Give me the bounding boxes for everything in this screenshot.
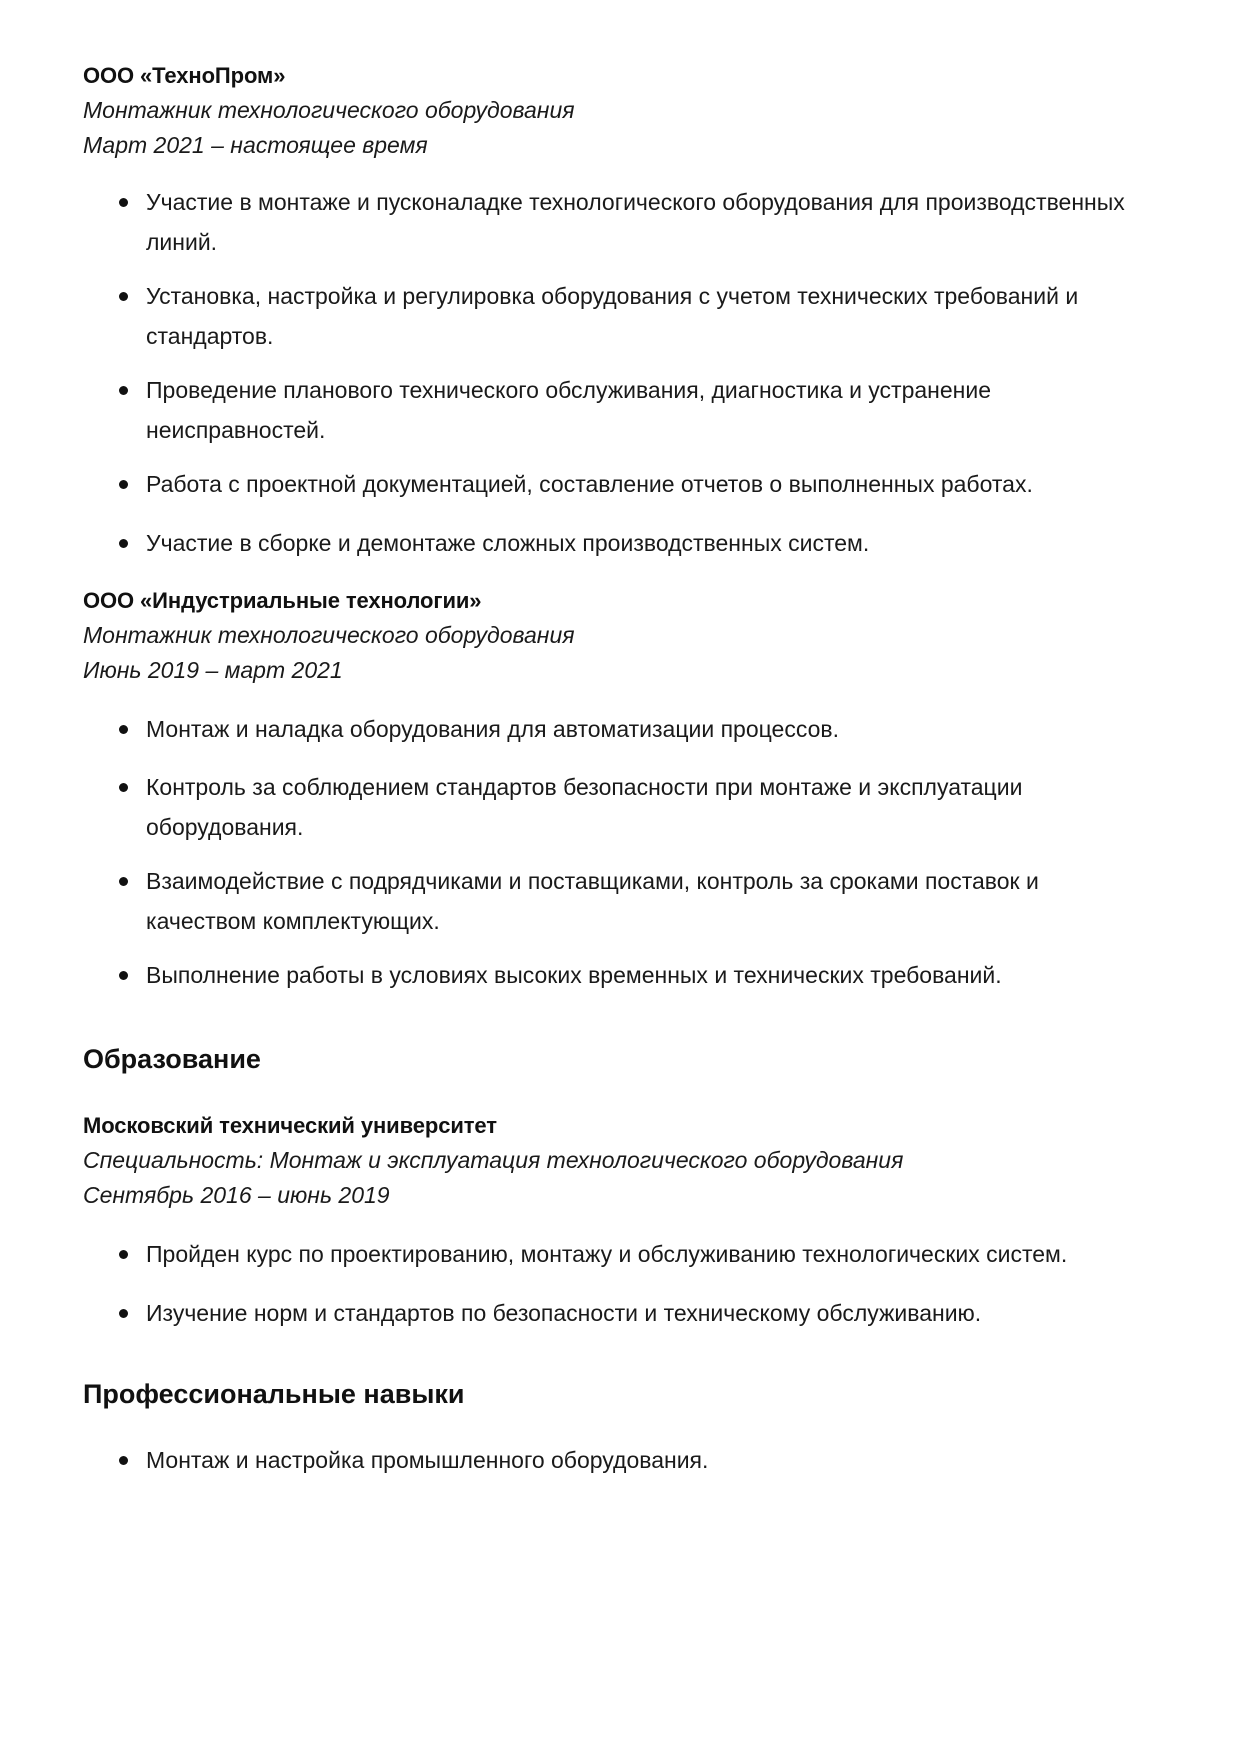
job-period: Март 2021 – настоящее время xyxy=(83,132,428,158)
education-period: Сентябрь 2016 – июнь 2019 xyxy=(83,1182,390,1208)
list-item-text: Проведение планового технического обслуживания, диагностика и устранение неисправностей. xyxy=(146,377,992,443)
list-item-text: Пройден курс по проектированию, монтажу и обслуживанию технологических систем. xyxy=(146,1241,1068,1267)
list-item xyxy=(83,1234,1239,1274)
list-item-text: Монтаж и наладка оборудования для автоматизации процессов. xyxy=(146,716,839,742)
job-position: Монтажник технологического оборудования xyxy=(83,622,575,648)
list-item-text: Работа с проектной документацией, составление отчетов о выполненных работах. xyxy=(146,471,1033,497)
job-position: Монтажник технологического оборудования xyxy=(83,97,575,123)
list-item-text: Выполнение работы в условиях высоких временных и технических требований. xyxy=(146,962,1002,988)
bullet-icon xyxy=(119,386,128,395)
company-name: ООО «Индустриальные технологии» xyxy=(83,588,482,613)
bullet-icon xyxy=(119,1456,128,1465)
list-item xyxy=(83,955,1226,995)
job-period: Июнь 2019 – март 2021 xyxy=(83,657,343,683)
section-heading-education: Образование xyxy=(83,1044,261,1074)
list-item xyxy=(83,276,1146,356)
list-item xyxy=(83,861,1146,941)
bullet-icon xyxy=(119,725,128,734)
bullet-icon xyxy=(119,971,128,980)
bullet-icon xyxy=(119,877,128,886)
bullet-icon xyxy=(119,539,128,548)
section-heading-skills: Профессиональные навыки xyxy=(83,1379,465,1409)
list-item-text: Установка, настройка и регулировка оборудования с учетом технических требований и стандартов. xyxy=(146,283,1079,349)
list-item xyxy=(83,767,1136,847)
company-name: ООО «ТехноПром» xyxy=(83,63,286,88)
bullet-icon xyxy=(119,292,128,301)
list-item xyxy=(83,1440,1226,1480)
bullet-icon xyxy=(119,783,128,792)
list-item-text: Изучение норм и стандартов по безопасности и техническому обслуживанию. xyxy=(146,1300,982,1326)
bullet-icon xyxy=(119,198,128,207)
bullet-icon xyxy=(119,1309,128,1318)
bullet-icon xyxy=(119,1250,128,1259)
list-item-text: Контроль за соблюдением стандартов безопасности при монтаже и эксплуатации оборудования. xyxy=(146,774,1023,840)
list-item xyxy=(83,1293,1239,1333)
list-item-text: Взаимодействие с подрядчиками и поставщиками, контроль за сроками поставок и качеством комплектующих. xyxy=(146,868,1039,934)
institution-name: Московский технический университет xyxy=(83,1113,497,1138)
list-item-text: Монтаж и настройка промышленного оборудования. xyxy=(146,1447,709,1473)
bullet-icon xyxy=(119,480,128,489)
list-item xyxy=(83,370,1066,450)
list-item xyxy=(83,182,1146,262)
education-specialty: Специальность: Монтаж и эксплуатация технологического оборудования xyxy=(83,1147,904,1173)
list-item-text: Участие в монтаже и пусконаладке технологического оборудования для производственных линий. xyxy=(146,189,1125,255)
list-item xyxy=(83,464,1226,504)
list-item-text: Участие в сборке и демонтаже сложных производственных систем. xyxy=(146,530,870,556)
list-item xyxy=(83,523,1226,563)
list-item xyxy=(83,709,1226,749)
